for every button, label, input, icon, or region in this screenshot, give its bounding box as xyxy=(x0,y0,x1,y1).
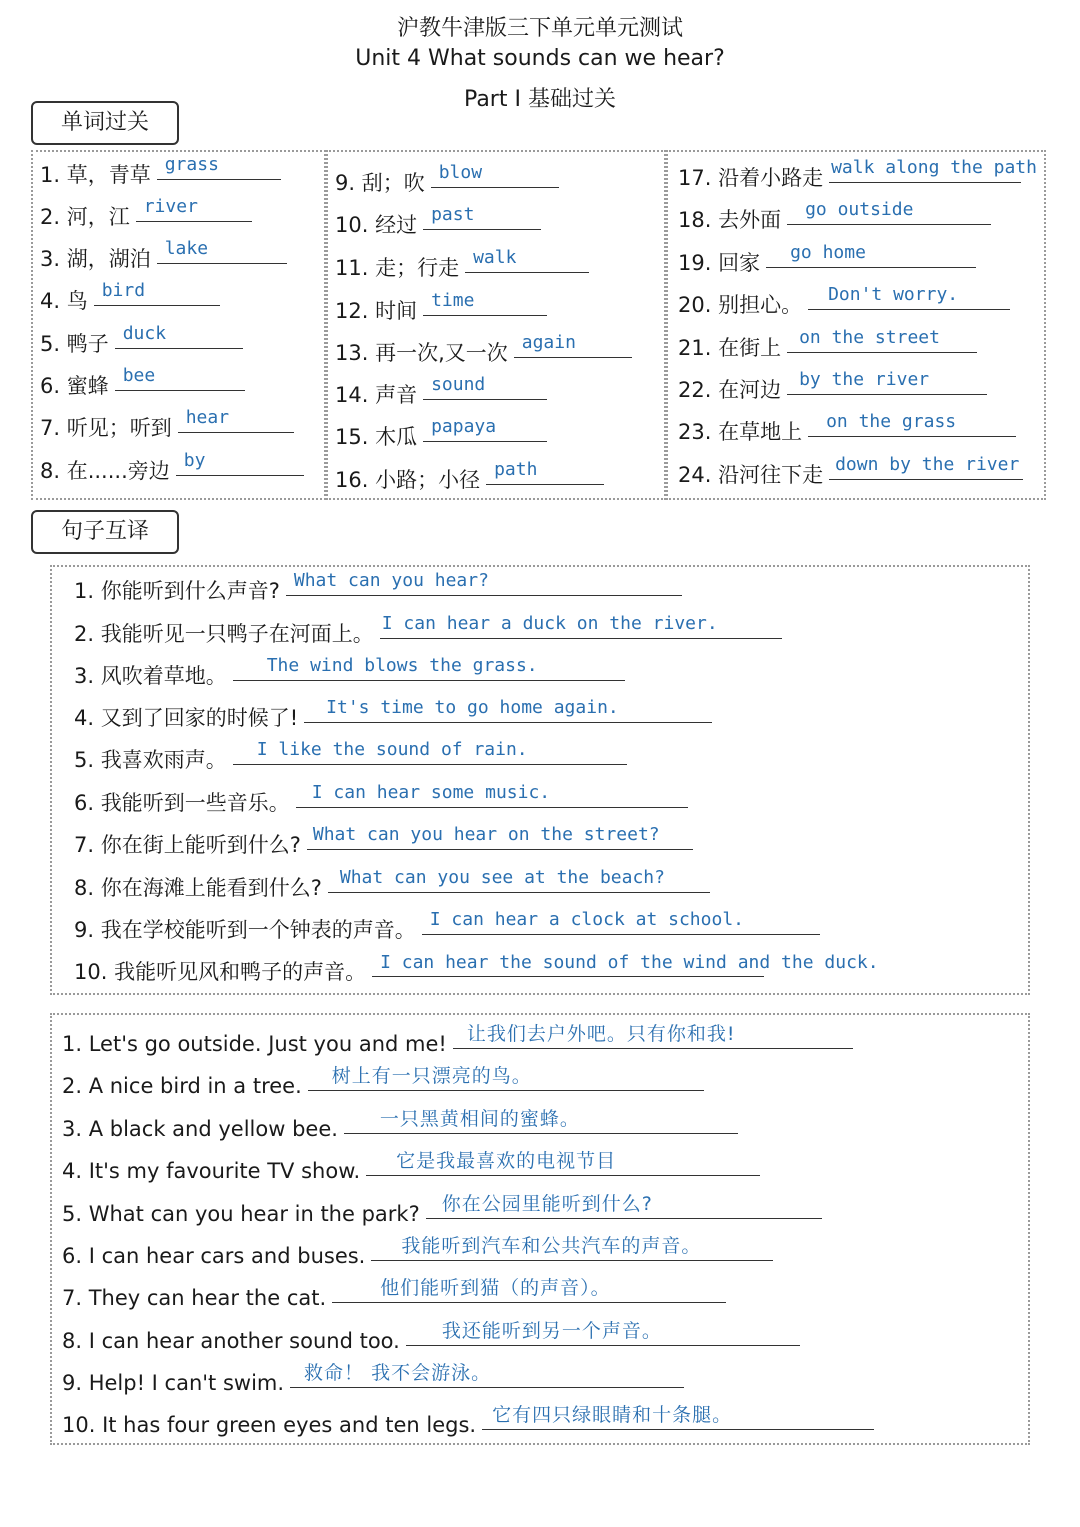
sentence-item xyxy=(62,1320,800,1356)
word-prompt: 17. 沿着小路走 xyxy=(678,166,824,190)
sentence-answer: 他们能听到猫（的声音）。 xyxy=(332,1276,726,1303)
word-prompt: 23. 在草地上 xyxy=(678,420,803,444)
word-item xyxy=(678,411,1016,447)
word-prompt: 5. 鸭子 xyxy=(40,332,109,356)
word-item xyxy=(678,157,1037,193)
word-item xyxy=(40,196,252,232)
sentence-prompt: 9. Help! I can't swim. xyxy=(62,1371,285,1395)
sentence-answer: I can hear a clock at school. xyxy=(422,908,820,935)
sentence-item xyxy=(74,867,710,903)
sentence-prompt: 7. 你在街上能听到什么? xyxy=(74,833,301,857)
sentence-answer: The wind blows the grass. xyxy=(233,654,625,681)
sentence-item xyxy=(74,655,625,691)
word-answer: by xyxy=(176,449,304,476)
word-answer: Don't worry. xyxy=(808,283,1010,310)
word-item xyxy=(335,459,604,495)
sentence-prompt: 10. It has four green eyes and ten legs. xyxy=(62,1413,477,1437)
word-prompt: 14. 声音 xyxy=(335,383,418,407)
sentence-prompt: 7. They can hear the cat. xyxy=(62,1286,327,1310)
word-prompt: 3. 湖，湖泊 xyxy=(40,247,151,271)
word-answer: walk xyxy=(465,246,589,273)
word-answer: papaya xyxy=(423,415,547,442)
word-item xyxy=(335,162,559,198)
word-prompt: 1. 草，青草 xyxy=(40,163,151,187)
sentence-prompt: 9. 我在学校能听到一个钟表的声音。 xyxy=(74,918,416,942)
sentence-item xyxy=(62,1108,738,1144)
word-prompt: 6. 蜜蜂 xyxy=(40,374,109,398)
sentence-prompt: 5. 我喜欢雨声。 xyxy=(74,748,227,772)
sentence-item xyxy=(74,952,884,987)
word-answer: path xyxy=(486,458,604,485)
word-prompt: 8. 在......旁边 xyxy=(40,459,170,483)
word-item xyxy=(335,290,547,326)
sentence-prompt: 10. 我能听见风和鸭子的声音。 xyxy=(74,960,367,984)
word-prompt: 13. 再一次,又一次 xyxy=(335,341,508,365)
word-answer: duck xyxy=(115,322,243,349)
word-answer: bird xyxy=(94,279,220,306)
sentence-item xyxy=(74,909,820,945)
word-prompt: 10. 经过 xyxy=(335,213,418,237)
word-item xyxy=(335,204,541,240)
sentence-prompt: 6. I can hear cars and buses. xyxy=(62,1244,366,1268)
word-answer: river xyxy=(136,195,252,222)
sentence-item xyxy=(74,739,627,775)
sentence-answer: 我还能听到另一个声音。 xyxy=(406,1319,800,1346)
word-item xyxy=(678,454,1023,490)
word-item xyxy=(40,280,220,316)
sentence-prompt: 8. 你在海滩上能看到什么? xyxy=(74,876,322,900)
sentence-answer: 我能听到汽车和公共汽车的声音。 xyxy=(371,1234,773,1261)
word-item xyxy=(40,154,281,190)
word-prompt: 15. 木瓜 xyxy=(335,425,418,449)
word-answer: hear xyxy=(178,406,294,433)
sentence-answer: 一只黑黄相间的蜜蜂。 xyxy=(344,1107,738,1134)
sentence-item xyxy=(62,1065,704,1101)
sentence-item xyxy=(74,697,712,733)
sentence-answer: I can hear some music. xyxy=(296,781,688,808)
sentence-answer: What can you see at the beach? xyxy=(328,866,710,893)
word-prompt: 4. 鸟 xyxy=(40,289,88,313)
sentence-item xyxy=(74,613,782,649)
sentence-item xyxy=(74,824,693,860)
word-item xyxy=(40,238,287,274)
sentence-prompt: 4. 又到了回家的时候了! xyxy=(74,706,299,730)
word-answer: on the street xyxy=(787,326,977,353)
word-answer: bee xyxy=(115,364,245,391)
sentence-answer: What can you hear? xyxy=(286,569,682,596)
section-label-sentences: 句子互译 xyxy=(31,510,179,554)
sentence-answer: 它是我最喜欢的电视节目 xyxy=(366,1149,760,1176)
word-answer: down by the river xyxy=(829,453,1023,480)
sentence-item xyxy=(62,1404,874,1440)
sentence-prompt: 3. 风吹着草地。 xyxy=(74,664,227,688)
word-answer: go home xyxy=(766,241,976,268)
part-title: Part Ⅰ 基础过关 xyxy=(464,87,616,112)
sentence-answer: I like the sound of rain. xyxy=(233,738,627,765)
word-item xyxy=(335,374,547,410)
word-prompt: 2. 河，江 xyxy=(40,205,130,229)
sentence-answer: 你在公园里能听到什么? xyxy=(426,1192,822,1219)
sentence-answer: I can hear the sound of the wind and the duck. xyxy=(372,951,884,977)
sentence-answer: 树上有一只漂亮的鸟。 xyxy=(308,1064,704,1091)
sentence-answer: 救命！ 我不会游泳。 xyxy=(290,1361,684,1388)
sentence-answer: It's time to go home again. xyxy=(304,696,712,723)
sentence-item xyxy=(62,1362,684,1398)
word-answer: blow xyxy=(431,161,559,188)
word-item xyxy=(40,407,294,443)
sentence-prompt: 1. 你能听到什么声音? xyxy=(74,579,280,603)
sentence-answer: 让我们去户外吧。只有你和我! xyxy=(453,1022,853,1049)
worksheet-title: 沪教牛津版三下单元单元测试 xyxy=(396,16,683,41)
word-prompt: 11. 走；行走 xyxy=(335,256,460,280)
word-item xyxy=(335,247,589,283)
word-answer: on the grass xyxy=(808,410,1016,437)
word-item xyxy=(678,284,1010,320)
sentence-item xyxy=(62,1277,726,1313)
word-answer: again xyxy=(514,331,632,358)
word-item xyxy=(335,416,547,452)
word-answer: past xyxy=(423,203,541,230)
word-item xyxy=(678,199,991,235)
word-item xyxy=(678,327,977,363)
unit-title: Unit 4 What sounds can we hear? xyxy=(355,46,725,71)
word-prompt: 21. 在街上 xyxy=(678,336,782,360)
word-answer: time xyxy=(423,289,547,316)
sentence-item xyxy=(74,570,682,606)
sentence-item xyxy=(74,782,688,818)
word-answer: lake xyxy=(157,237,287,264)
word-item xyxy=(678,369,987,405)
word-prompt: 20. 别担心。 xyxy=(678,293,803,317)
sentence-answer: 它有四只绿眼睛和十条腿。 xyxy=(482,1403,874,1430)
word-answer: sound xyxy=(423,373,547,400)
word-prompt: 24. 沿河往下走 xyxy=(678,463,824,487)
word-prompt: 7. 听见；听到 xyxy=(40,416,172,440)
sentence-prompt: 1. Let's go outside. Just you and me! xyxy=(62,1032,447,1056)
sentence-prompt: 8. I can hear another sound too. xyxy=(62,1329,400,1353)
sentence-prompt: 3. A black and yellow bee. xyxy=(62,1117,338,1141)
word-prompt: 12. 时间 xyxy=(335,299,418,323)
word-prompt: 22. 在河边 xyxy=(678,378,782,402)
sentence-item xyxy=(62,1193,822,1229)
word-answer: walk along the path xyxy=(829,156,1021,183)
word-answer: go outside xyxy=(787,198,991,225)
section-label-words: 单词过关 xyxy=(31,101,179,145)
word-item xyxy=(40,450,304,486)
word-prompt: 19. 回家 xyxy=(678,251,761,275)
word-prompt: 16. 小路；小径 xyxy=(335,468,481,492)
sentence-item xyxy=(62,1150,760,1186)
sentence-prompt: 5. What can you hear in the park? xyxy=(62,1202,420,1226)
sentence-answer: I can hear a duck on the river. xyxy=(380,612,782,639)
word-item xyxy=(40,365,245,401)
word-prompt: 18. 去外面 xyxy=(678,208,782,232)
sentence-answer: What can you hear on the street? xyxy=(307,823,693,850)
sentence-prompt: 4. It's my favourite TV show. xyxy=(62,1159,361,1183)
word-item xyxy=(678,242,976,278)
sentence-prompt: 2. A nice bird in a tree. xyxy=(62,1074,302,1098)
sentence-item xyxy=(62,1235,773,1271)
word-answer: by the river xyxy=(787,368,987,395)
word-prompt: 9. 刮；吹 xyxy=(335,171,425,195)
word-item xyxy=(335,332,632,368)
sentence-item xyxy=(62,1023,853,1059)
word-item xyxy=(40,323,243,359)
sentence-prompt: 2. 我能听见一只鸭子在河面上。 xyxy=(74,622,374,646)
sentence-prompt: 6. 我能听到一些音乐。 xyxy=(74,791,290,815)
word-answer: grass xyxy=(157,153,281,180)
